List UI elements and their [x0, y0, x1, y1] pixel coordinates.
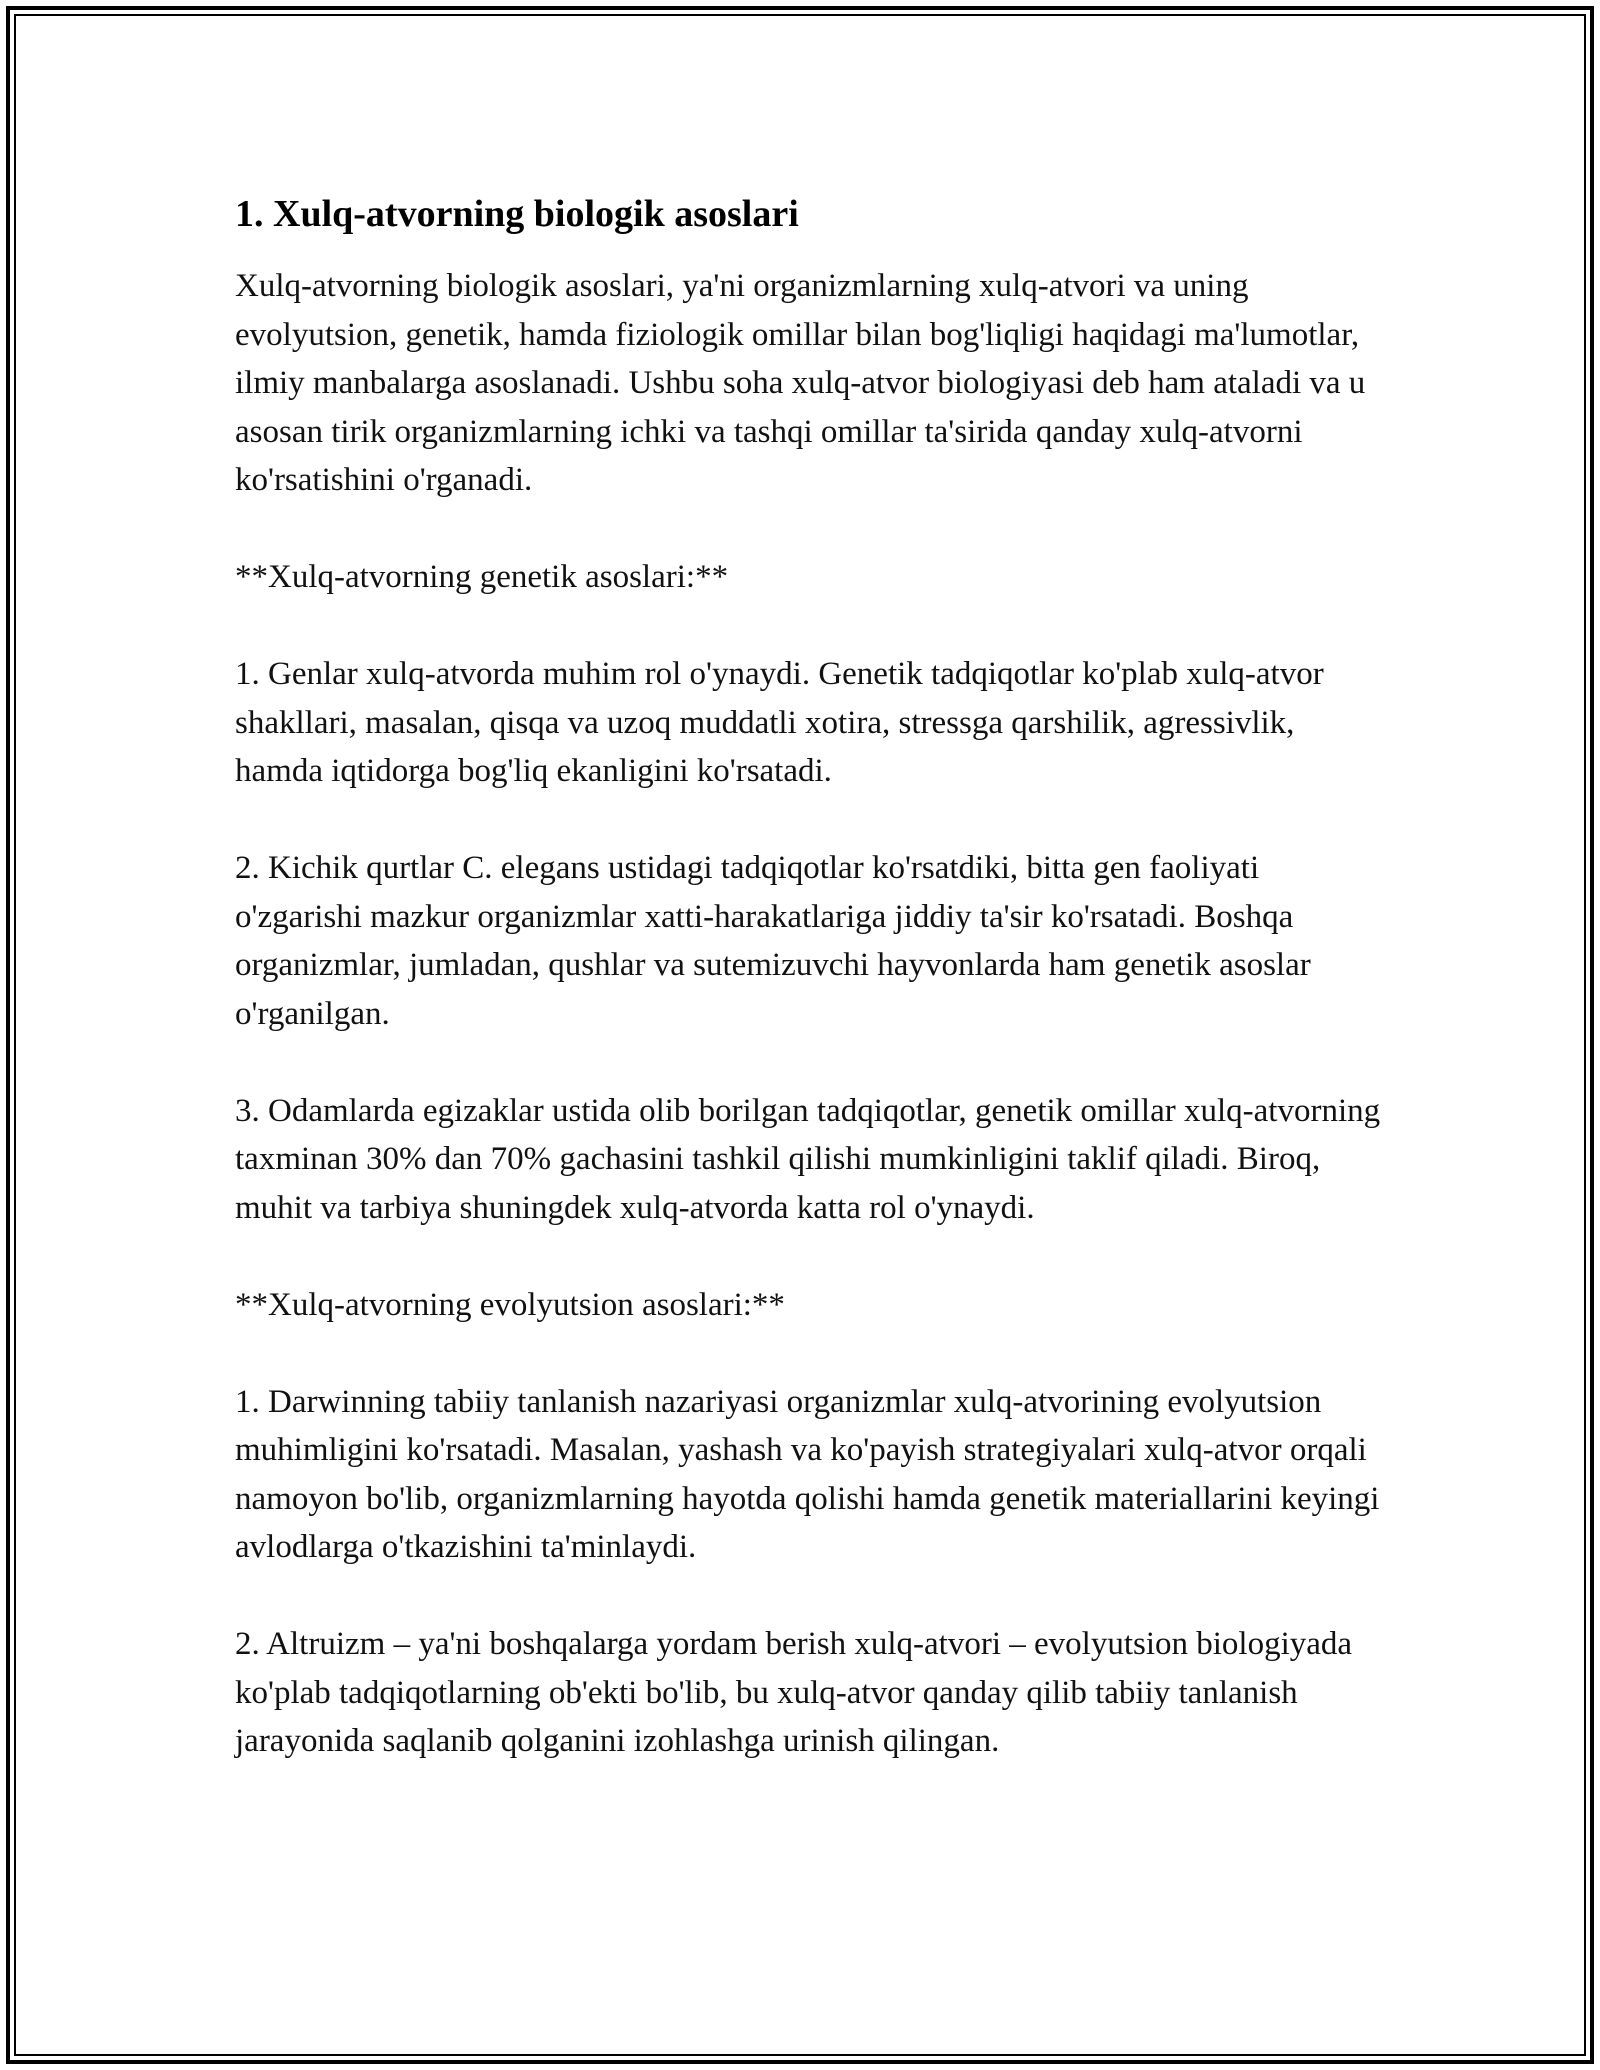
paragraph-genetic-1: 1. Genlar xulq-atvorda muhim rol o'ynaydi. Genetik tadqiqotlar ko'plab xulq-atvor shakllari, masalan, qisqa va uzoq muddatli xotira, stressga qarshilik, agressivlik, hamda iqtidorga bog'liq ekanligini ko'rsatadi.	[235, 656, 1324, 789]
section-heading-genetic: **Xulq-atvorning genetik asoslari:**	[235, 559, 729, 595]
document-body	[235, 190, 1385, 1766]
paragraph-genetic-3: 3. Odamlarda egizaklar ustida olib borilgan tadqiqotlar, genetik omillar xulq-atvorning taxminan 30% dan 70% gachasini tashkil qilishi mumkinligini taklif qiladi. Biroq, muhit va tarbiya shuningdek xulq-atvorda katta rol o'ynaydi.	[235, 1092, 1381, 1226]
paragraph-intro: Xulq-atvorning biologik asoslari, ya'ni organizmlarning xulq-atvori va uning evolyutsion, genetik, hamda fiziologik omillar bilan bog'liqligi haqidagi ma'lumotlar, ilmiy manbalarga asoslanadi. Ushbu soha xulq-atvor biologiyasi deb ham ataladi va u asosan tirik organizmlarning ichki va tashqi omillar ta'sirida qanday xulq-atvorni ko'rsatishini o'rganadi.	[235, 268, 1366, 498]
paragraph-evolutionary-1: 1. Darwinning tabiiy tanlanish nazariyasi organizmlar xulq-atvorining evolyutsion muhimligini ko'rsatadi. Masalan, yashash va ko'payish strategiyalari xulq-atvor orqali namoyon bo'lib, organizmlarning hayotda qolishi hamda genetik materiallarini keyingi avlodlarga o'tkazishini ta'minlaydi.	[235, 1383, 1380, 1565]
document-title: 1. Xulq-atvorning biologik asoslari	[235, 193, 799, 235]
paragraph-evolutionary-2: 2. Altruizm – ya'ni boshqalarga yordam berish xulq-atvori – evolyutsion biologiyada ko'plab tadqiqotlarning ob'ekti bo'lib, bu xulq-atvor qanday qilib tabiiy tanlanish jarayonida saqlanib qolganini izohlashga urinish qilingan.	[235, 1626, 1353, 1759]
section-heading-evolutionary: **Xulq-atvorning evolyutsion asoslari:**	[235, 1286, 785, 1323]
paragraph-genetic-2: 2. Kichik qurtlar C. elegans ustidagi tadqiqotlar ko'rsatdiki, bitta gen faoliyati o'zgarishi mazkur organizmlar xatti-harakatlariga jiddiy ta'sir ko'rsatadi. Boshqa organizmlar, jumladan, qushlar va sutemizuvchi hayvonlarda ham genetik asoslar o'rganilgan.	[235, 850, 1311, 1032]
